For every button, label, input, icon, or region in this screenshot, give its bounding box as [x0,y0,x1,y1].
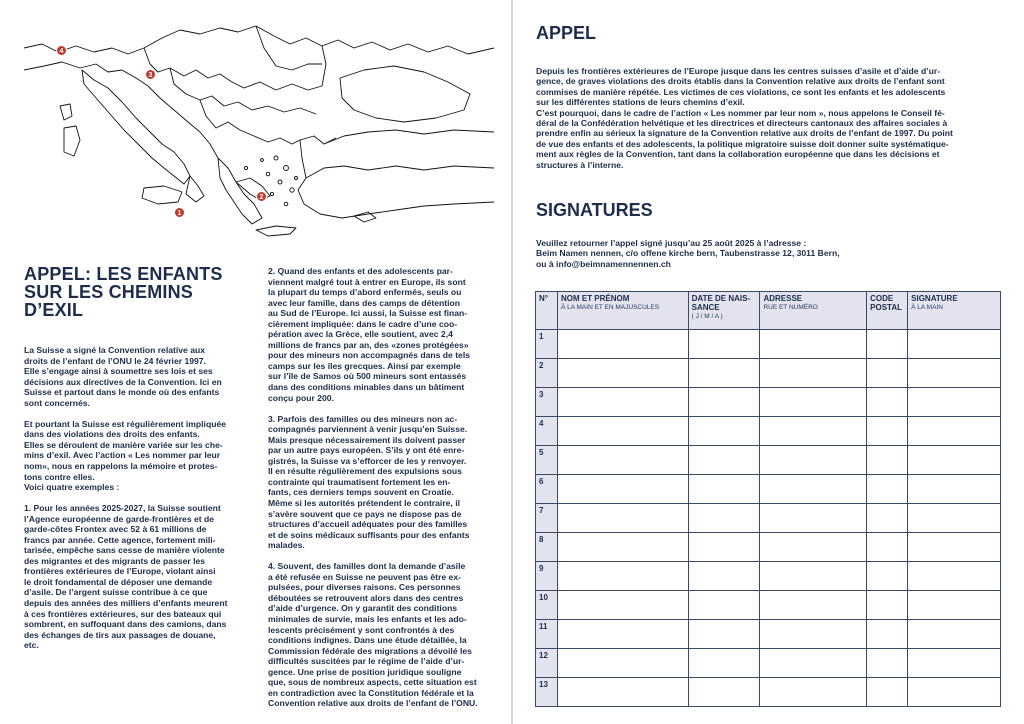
europe-map [24,18,494,250]
europe-map-outline [24,18,494,250]
signature-cell[interactable] [908,446,1001,475]
row-number: 7 [536,504,558,533]
signature-cell[interactable] [908,330,1001,359]
postal-code-cell[interactable] [867,504,908,533]
signature-row [536,533,1001,562]
address-cell[interactable] [760,330,867,359]
map-marker-1: 1 [174,207,185,218]
header-postal-code-label: CODE POSTAL [870,294,903,312]
signature-row [536,359,1001,388]
birthdate-cell[interactable] [688,359,760,388]
row-number: 11 [536,620,558,649]
address-cell[interactable] [760,533,867,562]
address-cell[interactable] [760,504,867,533]
signature-row [536,649,1001,678]
example-4-paragraph: 4. Souvent, des familles dont la demande d’asile a été refusée en Suisse ne peuvent pas être ex- pulsées, pour diverses raisons. Ces personnes déboutées se retrouvent alors dans des centres d’aide d’urgence. On y garantit des conditions minimales de survie, mais les enfants et les ado- lescents précisément y sont confrontés à des conditions indignes. Dans une étude détaillée, la Commission fédérale des migrations a dévoilé les difficultés suscitées par le régime de l’aide d’ur- gence. Une prise de position juridique souligne que, sous de nombreux aspects, cette situation est en contradiction avec la Constitution fédérale et la Convention relative aux droits de l’enfant de l’ONU. [268,561,478,709]
name-cell[interactable] [557,475,688,504]
postal-code-cell[interactable] [867,359,908,388]
signature-cell[interactable] [908,620,1001,649]
text-column-1 [24,345,249,661]
signature-row [536,330,1001,359]
signature-cell[interactable] [908,533,1001,562]
address-cell[interactable] [760,359,867,388]
signature-row [536,678,1001,707]
row-number: 8 [536,533,558,562]
postal-code-cell[interactable] [867,330,908,359]
header-address-label: ADRESSE [763,294,803,303]
postal-code-cell[interactable] [867,678,908,707]
map-marker-3: 3 [145,69,156,80]
name-cell[interactable] [557,649,688,678]
signature-row [536,475,1001,504]
signature-row [536,504,1001,533]
address-cell[interactable] [760,562,867,591]
row-number: 9 [536,562,558,591]
postal-code-cell[interactable] [867,591,908,620]
intro-paragraph: La Suisse a signé la Convention relative aux droits de l’enfant de l’ONU le 24 février 1997. Elle s’engage ainsi à soumettre ses lois et ses décisions aux directives de la Convention. Ici en Suisse et partout dans le monde où des enfants sont concernés. [24,345,222,408]
postal-code-cell[interactable] [867,475,908,504]
birthdate-cell[interactable] [688,562,760,591]
name-cell[interactable] [557,504,688,533]
signature-cell[interactable] [908,417,1001,446]
address-cell[interactable] [760,388,867,417]
row-number: 10 [536,591,558,620]
name-cell[interactable] [557,388,688,417]
signature-cell[interactable] [908,562,1001,591]
postal-code-cell[interactable] [867,446,908,475]
birthdate-cell[interactable] [688,649,760,678]
name-cell[interactable] [557,330,688,359]
signature-cell[interactable] [908,678,1001,707]
postal-code-cell[interactable] [867,388,908,417]
address-cell[interactable] [760,649,867,678]
appel-title: APPEL [536,23,597,43]
row-number: 13 [536,678,558,707]
address-cell[interactable] [760,620,867,649]
header-address [760,292,867,330]
birthdate-cell[interactable] [688,475,760,504]
header-name [557,292,688,330]
row-number: 1 [536,330,558,359]
postal-code-cell[interactable] [867,620,908,649]
birthdate-cell[interactable] [688,591,760,620]
text-column-2 [268,266,493,719]
birthdate-cell[interactable] [688,417,760,446]
signature-row [536,562,1001,591]
name-cell[interactable] [557,533,688,562]
address-cell[interactable] [760,678,867,707]
birthdate-cell[interactable] [688,330,760,359]
address-cell[interactable] [760,417,867,446]
signature-cell[interactable] [908,649,1001,678]
birthdate-cell[interactable] [688,533,760,562]
context-paragraph: Et pourtant la Suisse est régulièrement impliquée dans des violations des droits des enfants. Elles se déroulent de manière variée sur les che- mins d’exil. Avec l’action « Les nommer par leur nom», nous en rappelons la mémoire et protes- tons contre elles. Voici quatre exemples : [24,418,227,493]
row-number: 3 [536,388,558,417]
signature-row [536,446,1001,475]
postal-code-cell[interactable] [867,562,908,591]
signature-cell[interactable] [908,504,1001,533]
address-cell[interactable] [760,591,867,620]
birthdate-cell[interactable] [688,678,760,707]
row-number: 4 [536,417,558,446]
header-postal-code [867,292,908,330]
signature-row [536,620,1001,649]
signature-cell[interactable] [908,388,1001,417]
header-name-label: NOM ET PRÉNOM [560,294,630,303]
birthdate-cell[interactable] [688,504,760,533]
signatures-table-header [536,292,1001,330]
address-cell[interactable] [760,475,867,504]
header-signature [908,292,1001,330]
header-signature-sub: À LA MAIN [911,304,943,311]
address-cell[interactable] [760,446,867,475]
example-3-paragraph: 3. Parfois des familles ou des mineurs non ac- compagnés parviennent à venir jusqu’en Suisse. Mais presque nécessairement ils doivent passer par un autre pays européen. S’ils y ont été enre- gistrés, la Suisse va s’efforcer de les y renvoyer. Il en résulte régulièrement des expulsions sous contrainte qui traumatisent fortement les en- fants, ces derniers temps souvent en Croatie. Même si les autorités prétendent le contraire, il s’avère souvent que ce pays ne dispose pas de structures d’accueil adéquates pour des familles et de soins médicaux suffisants pour des enfants malades. [268,413,470,551]
signature-row [536,388,1001,417]
header-number [536,292,558,330]
header-number-label: N° [539,294,548,303]
appel-enfants-title: APPEL: LES ENFANTS SUR LES CHEMINS D’EXIL [24,264,223,320]
signatures-table [535,291,1001,707]
signature-cell[interactable] [908,475,1001,504]
birthdate-cell[interactable] [688,446,760,475]
row-number: 6 [536,475,558,504]
row-number: 5 [536,446,558,475]
example-2-paragraph: 2. Quand des enfants et des adolescents par- viennent malgré tout à entrer en Europe, ils sont la plupart du temps d’abord enfermés, seuls ou avec leur famille, dans des camps de détention au Sud de l’Europe. Ici aussi, la Suisse est finan- cièrement impliquée: dans le cadre d’une coo- pération avec la Grèce, elle soutient, avec 2,4 millions de francs par an, des «zones protégées» pour des mineurs non accompagnés dans de tels camps sur les îles grecques. Ainsi par exemple sur l’île de Samos où 500 mineurs sont entassés dans des conditions minables dans un bâtiment conçu pour 200. [268,266,471,403]
name-cell[interactable] [557,359,688,388]
postal-code-cell[interactable] [867,649,908,678]
map-marker-4: 4 [56,45,67,56]
birthdate-cell[interactable] [688,388,760,417]
header-birthdate [688,292,760,330]
postal-code-cell[interactable] [867,417,908,446]
left-page [0,0,511,724]
row-number: 12 [536,649,558,678]
signature-cell[interactable] [908,359,1001,388]
signature-row [536,591,1001,620]
postal-code-cell[interactable] [867,533,908,562]
name-cell[interactable] [557,417,688,446]
name-cell[interactable] [557,562,688,591]
signature-cell[interactable] [908,591,1001,620]
birthdate-cell[interactable] [688,620,760,649]
name-cell[interactable] [557,591,688,620]
header-birthdate-sub: ( J / M / A ) [691,313,723,320]
signature-row [536,417,1001,446]
name-cell[interactable] [557,446,688,475]
example-1-paragraph: 1. Pour les années 2025-2027, la Suisse soutient l’Agence européenne de garde-frontières et de garde-côtes Frontex avec 52 à 61 millions de francs par année. Cette agence, fortement mili- tarisée, empêche sans cesse de manière violente des migrantes et des migrants de passer les frontières extérieures de l’Europe, violant ainsi le droit fondamental de déposer une demande d’asile. De l’argent suisse contribue à ce que depuis des années des milliers d’enfants meurent à ces frontières extérieures, sur des bateaux qui sombrent, en suffoquant dans des camions, dans des échanges de tirs aux passages de douane, etc. [24,503,228,651]
header-address-sub: RUE ET NUMÉRO [763,304,818,311]
appel-text: Depuis les frontières extérieures de l’Europe jusque dans les centres suisses d’asile et d’aide d’ur- gence, de graves violations des droits établis dans la Convention relative aux droits de l’enfant sont commises de manière répétée. Les victimes de ces violations, ce sont les enfants et les adolescents sur les différentes stations de leurs chemins d’exil. C’est pourquoi, dans le cadre de l’action « Les nommer par leur nom », nous appelons le Conseil fé- déral de la Confédération helvétique et les directrices et directeurs cantonaux des affaires sociales à prendre enfin au sérieux la signature de la Convention relative aux droits de l’enfant de 1997. Du point de vue des enfants et des adolescents, la politique migratoire suisse doit donner suite systématique- ment aux règles de la Convention, tant dans la collaboration européenne que dans les décisions et structures à l’interne. [536,66,953,170]
header-birthdate-label: DATE DE NAIS- SANCE [691,294,751,312]
row-number: 2 [536,359,558,388]
return-instructions: Veuillez retourner l’appel signé jusqu’au 25 août 2025 à l’adresse : Beim Namen nennen, c/o offene kirche bern, Taubenstrasse 12, 3011 Bern, ou à info@beimnamennennen.ch [536,238,840,269]
name-cell[interactable] [557,620,688,649]
signatures-title: SIGNATURES [536,200,653,220]
map-marker-2: 2 [256,191,267,202]
header-signature-label: SIGNATURE [911,294,958,303]
name-cell[interactable] [557,678,688,707]
header-name-sub: À LA MAIN ET EN MAJUSCULES [560,304,660,311]
